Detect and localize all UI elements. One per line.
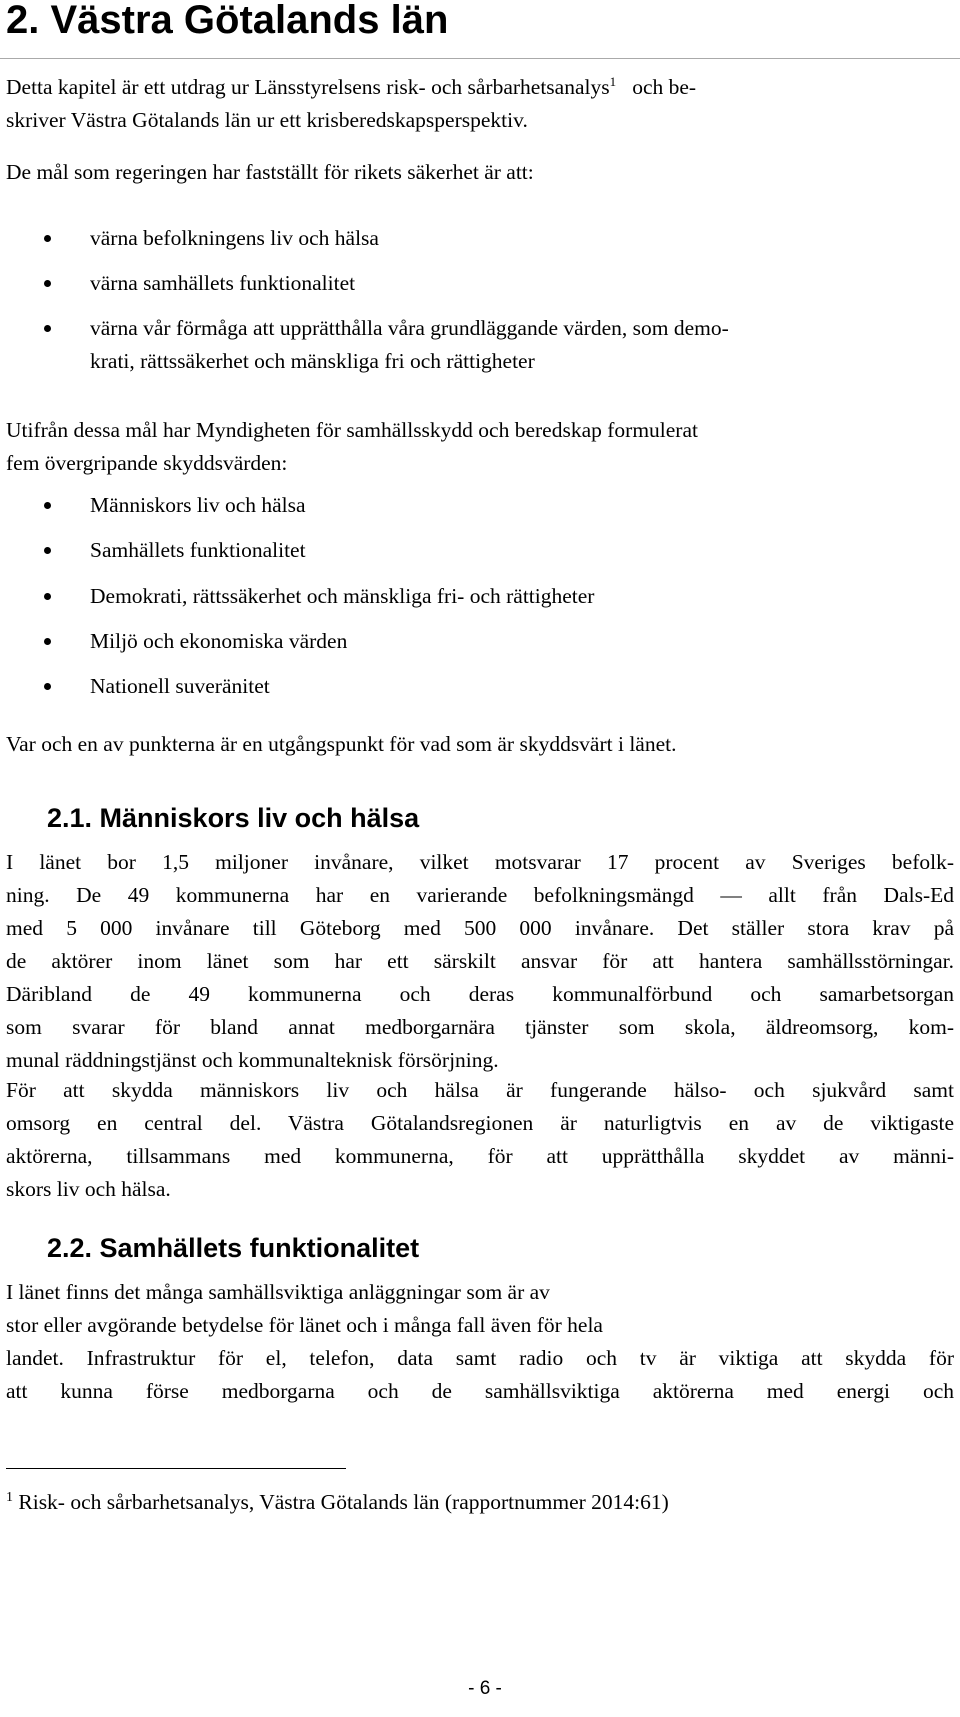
section-heading-2-1: 2.1. Människors liv och hälsa [47,803,420,833]
bullet-icon [44,638,51,645]
footnote-number: 1 [6,1489,13,1505]
section-2-1-paragraph-2: För att skydda människors liv och hälsa är fungerande hälso- och sjukvård samt omsorg en central del. Västra Götalandsregionen är naturligtvis en av de viktigaste aktörerna, tillsammans med kommunerna, för att upprätthålla skyddet av männi- skors liv och hälsa. [6,1078,954,1201]
intro-paragraph [6,71,954,137]
section-heading-2-2: 2.2. Samhällets funktionalitet [47,1233,420,1263]
intro-line-1: Detta kapitel är ett utdrag ur Länsstyrelsens risk- och sårbarhetsanalys$^1$ och be- [6,73,697,99]
bullet-icon [44,547,51,554]
bullet-icon [44,280,51,287]
values-intro: Utifrån dessa mål har Myndigheten för samhällsskydd och beredskap formulerat fem övergripande skyddsvärden: [6,418,698,475]
footnote [6,1486,669,1519]
section-2-2-paragraph-1: I länet finns det många samhällsviktiga anläggningar som är av stor eller avgörande betydelse för länet och i många fall även för hela landet. Infrastruktur för el, telefon, data samt radio och tv är viktiga att skydda för att kunna förse medborgarna och de samhällsviktiga aktörerna med energi och [6,1280,954,1403]
heading-rule [0,58,960,59]
page-number: - 6 - [468,1678,502,1699]
values-outro: Var och en av punkterna är en utgångspunkt för vad som är skyddsvärt i länet. [6,732,677,756]
bullet-icon [44,593,51,600]
goals-intro: De mål som regeringen har fastställt för rikets säkerhet är att: [6,160,534,184]
document-page: 2. Västra Götalands län Detta kapitel är ett utdrag ur Länsstyrelsens risk- och sårbarhetsanalys$^1$ och be- skriver Västra Götalands län ur ett krisberedskapsperspektiv. De mål som regeringen har fastställt för rikets säkerhet är att: värna befolkningens liv och hälsa värna samhällets funktionalitet värna vår förmåga att upprätthålla våra grundläggande värden, som demo- krati, rättssäkerhet och mänskliga fri och rättigheter Utifrån dessa mål har Myndigheten för samhällsskydd och beredskap formulerat fem övergripande skyddsvärden: Människors liv och hälsa Samhällets funktionalitet Demokrati, rättssäkerhet och mänskliga fri- och rättigheter Miljö och ekonomiska värden Nationell suveränitet Var och en av punkterna är en utgångspunkt för vad som är skyddsvärt i länet. 2.1. Människors liv och hälsa I länet bor 1,5 miljoner invånare, vilket motsvarar 17 procent av Sveriges befolk- ning. De 49 kommunerna har en varierande befolkningsmängd — allt från Dals-Ed med 5 000 invånare till Göteborg med 500 000 invånare. Det ställer stora krav på de aktörer inom länet som har ett särskilt ansvar för att hantera samhällsstörningar. Däribland de 49 kommunerna och deras kommunalförbund och samarbetsorgan som svarar för bland annat medborgarnära tjänster som skola, äldreomsorg, kom- munal räddningstjänst och kommunalteknisk försörjning. För att skydda människors liv och hälsa är fungerande hälso- och sjukvård samt omsorg en central del. Västra Götalandsregionen är naturligtvis en av de viktigaste aktörerna, tillsammans med kommunerna, för att upprätthålla skyddet av männi- skors liv och hälsa. 2.2. Samhällets funktionalitet I länet finns det många samhällsviktiga anläggningar som är av stor eller avgörande betydelse för länet och i många fall även för hela landet. Infrastruktur för el, telefon, data samt radio och tv är viktiga att skydda för att kunna förse medborgarna och de samhällsviktiga aktörerna med energi och $^1$ Risk- och sårbarhetsanalys, Västra Götalands län (rapportnummer 2014:61) - 6 - [0,0,960,1717]
section-2-1-paragraph-1: I länet bor 1,5 miljoner invånare, vilket motsvarar 17 procent av Sveriges befolk- ning. De 49 kommunerna har en varierande befolkningsmängd — allt från Dals-Ed med 5 000 invånare till Göteborg med 500 000 invånare. Det ställer stora krav på de aktörer inom länet som har ett särskilt ansvar för att hantera samhällsstörningar. Däribland de 49 kommunerna och deras kommunalförbund och samarbetsorgan som svarar för bland annat medborgarnära tjänster som skola, äldreomsorg, kom- munal räddningstjänst och kommunalteknisk försörjning. [6,850,954,1072]
intro-line-2: skriver Västra Götalands län ur ett krisberedskapsperspektiv. [6,108,528,132]
footnote-ref: 1 [609,73,617,89]
footnote-rule [6,1468,346,1469]
chapter-heading: 2. Västra Götalands län [6,0,449,42]
bullet-icon [44,325,51,332]
footnote-text: Risk- och sårbarhetsanalys, Västra Götalands län (rapportnummer 2014:61) [18,1490,669,1514]
bullet-icon [44,502,51,509]
bullet-icon [44,683,51,690]
bullet-icon [44,235,51,242]
